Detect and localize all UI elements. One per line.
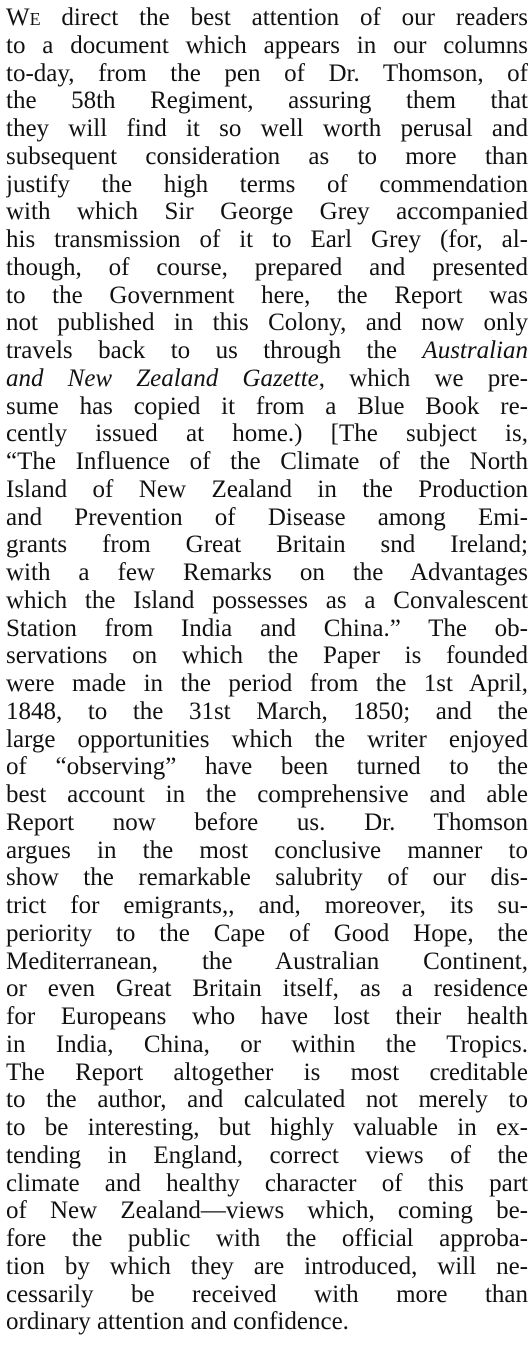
line-text: travels back to us through the [6,337,423,364]
line-text: his transmission of it to Earl Grey (for, al- [6,226,528,253]
article-line [6,531,528,559]
article-line [6,476,528,504]
article-line [6,726,528,754]
article-body [6,4,528,1336]
line-text: ordinary attention and confidence. [6,1308,349,1336]
line-text: Mediterranean, the Australian Continent, [6,947,528,975]
line-text: for Europeans who have lost their health [6,1003,528,1030]
article-line [6,1114,528,1142]
line-text: though, of course, prepared and presented [6,253,528,281]
article-line [6,1142,528,1170]
article-line [6,809,528,837]
article-line [6,365,528,393]
article-line [6,1253,528,1281]
article-line [6,642,528,670]
article-line [6,615,528,643]
article-line [6,337,528,365]
line-text: to the author, and calculated not merely to [6,1086,528,1114]
line-text: servations on which the Paper is founded [6,642,528,670]
line-text: which the Island possesses as a Convalescent [6,586,528,614]
line-text: not published in this Colony, and now only [6,309,528,337]
article-line [6,1225,528,1253]
article-line [6,420,528,448]
article-line [6,143,528,171]
line-text: Island of New Zealand in the Production [6,475,528,503]
line-text: tending in England, correct views of the [6,1141,528,1169]
article-line [6,753,528,781]
line-text: subsequent consideration as to more than [6,142,528,170]
article-line [6,1086,528,1114]
article-line [6,448,528,476]
article-line [6,1031,528,1059]
line-text: direct the best attention of our readers [40,4,528,31]
article-line [6,864,528,892]
line-text: Station from India and China.” The ob- [6,614,528,642]
article-line [6,171,528,199]
article-line [6,892,528,920]
article-line [6,587,528,615]
article-line [6,309,528,337]
line-text: large opportunities which the writer enjoyed [6,725,528,753]
line-text: trict for emigrants,, and, moreover, its su- [6,892,528,919]
line-text: Report now before us. Dr. Thomson [6,808,528,836]
italic-title: and New Zealand Gazette [6,364,319,392]
article-line [6,60,528,88]
line-text: to a document which appears in our columns [6,31,528,59]
line-text: and Prevention of Disease among Emi- [6,503,528,531]
line-text: they will find it so well worth perusal and [6,115,528,142]
article-line [6,393,528,421]
article-line [6,1308,528,1336]
article-line [6,226,528,254]
article-line [6,504,528,532]
line-text: of “observing” have been turned to the [6,753,528,781]
lead-word: We [6,4,41,31]
line-text: periority to the Cape of Good Hope, the [6,919,528,947]
line-text: “The Influence of the Climate of the North [6,448,528,475]
article-line [6,282,528,310]
line-text: in India, China, or within the Tropics. [6,1030,528,1058]
line-text: sume has copied it from a Blue Book re- [6,392,528,420]
line-text: cessarily be received with more than [6,1280,528,1308]
line-text: cently issued at home.) [The subject is, [6,420,528,448]
article-line [6,4,528,32]
article-line [6,920,528,948]
line-text: fore the public with the official approba- [6,1225,528,1252]
article-line [6,198,528,226]
line-text: were made in the period from the 1st April, [6,670,528,697]
line-text: to the Government here, the Report was [6,281,528,309]
article-line [6,1003,528,1031]
line-text: with which Sir George Grey accompanied [6,198,528,226]
article-line [6,1059,528,1087]
line-text: with a few Remarks on the Advantages [6,559,528,586]
article-line [6,1281,528,1309]
article-line [6,32,528,60]
line-text: or even Great Britain itself, as a residence [6,975,528,1003]
line-text: climate and healthy character of this part [6,1169,528,1197]
italic-title: Australian [422,337,528,364]
article-line [6,948,528,976]
line-text: The Report altogether is most creditable [6,1058,528,1086]
article-line [6,115,528,143]
article-line [6,975,528,1003]
line-text: to-day, from the pen of Dr. Thomson, of [6,59,528,87]
line-text: argues in the most conclusive manner to [6,836,528,864]
line-text: best account in the comprehensive and able [6,781,528,808]
line-text: 1848, to the 31st March, 1850; and the [6,697,528,725]
line-text: justify the high terms of commendation [6,170,528,198]
article-line [6,670,528,698]
line-text: grants from Great Britain snd Ireland; [6,531,528,559]
article-line [6,559,528,587]
article-line [6,698,528,726]
line-text: tion by which they are introduced, will ne- [6,1252,528,1280]
article-line [6,87,528,115]
article-line [6,837,528,865]
line-text: of New Zealand—views which, coming be- [6,1197,528,1225]
line-text: to be interesting, but highly valuable in ex- [6,1114,528,1141]
article-line [6,1170,528,1198]
line-text: show the remarkable salubrity of our dis- [6,864,528,892]
line-text: the 58th Regiment, assuring them that [6,87,528,115]
line-text: , which we pre- [318,364,528,392]
article-line [6,781,528,809]
article-line [6,254,528,282]
article-line [6,1197,528,1225]
